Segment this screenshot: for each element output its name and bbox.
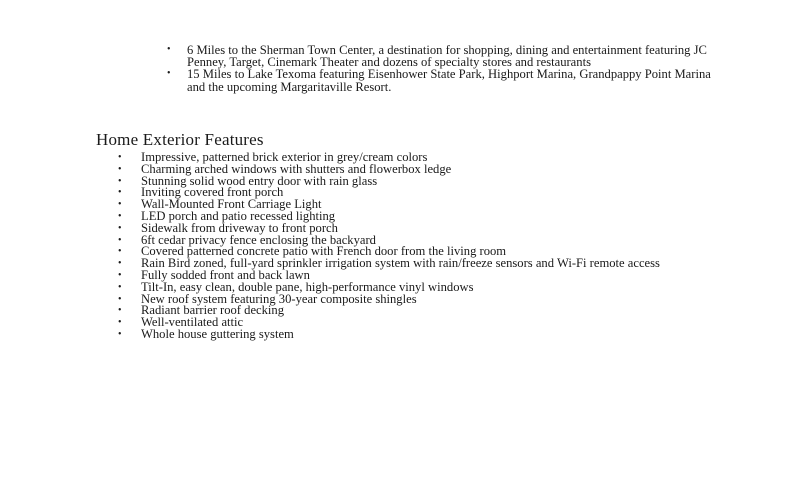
- list-item-text: Tilt-In, easy clean, double pane, high-performance vinyl windows: [141, 279, 474, 294]
- list-item-text: Charming arched windows with shutters and flowerbox ledge: [141, 161, 452, 176]
- bullet-icon: •: [118, 317, 122, 329]
- bullet-icon: •: [118, 210, 122, 222]
- bullet-icon: •: [118, 175, 122, 187]
- list-item-text: Wall-Mounted Front Carriage Light: [141, 197, 322, 212]
- list-item-text: Whole house guttering system: [141, 326, 294, 341]
- bullet-icon: •: [118, 246, 122, 258]
- list-item-text: LED porch and patio recessed lighting: [141, 208, 336, 223]
- bullet-icon: •: [118, 199, 122, 211]
- list-item-text: 6ft cedar privacy fence enclosing the backyard: [141, 232, 376, 247]
- list-item-text: 15 Miles to Lake Texoma featuring Eisenhower State Park, Highport Marina, Grandpappy Point Marina and the upcoming Margaritaville Resort.: [187, 67, 711, 94]
- bullet-icon: •: [118, 293, 122, 305]
- list-item: [165, 68, 725, 92]
- list-item-text: New roof system featuring 30-year composite shingles: [141, 291, 417, 306]
- location-highlights-list: [165, 44, 725, 93]
- bullet-icon: •: [118, 187, 122, 199]
- bullet-icon: •: [118, 152, 122, 163]
- bullet-icon: •: [118, 163, 122, 175]
- list-item-text: 6 Miles to the Sherman Town Center, a destination for shopping, dining and entertainment featuring JC Penney, Target, Cinemark Theater and dozens of specialty stores and restaurants: [187, 43, 707, 70]
- list-item-text: Well-ventilated attic: [141, 315, 244, 330]
- list-item-text: Radiant barrier roof decking: [141, 303, 285, 318]
- list-item-text: Fully sodded front and back lawn: [141, 267, 310, 282]
- bullet-icon: •: [167, 68, 171, 80]
- list-item-text: Rain Bird zoned, full-yard sprinkler irrigation system with rain/freeze sensors and Wi-Fi remote access: [141, 256, 660, 271]
- bullet-icon: •: [167, 44, 171, 55]
- list-item-text: Sidewalk from driveway to front porch: [141, 220, 338, 235]
- list-item: [115, 326, 675, 341]
- bullet-icon: •: [118, 222, 122, 234]
- bullet-icon: •: [118, 258, 122, 270]
- list-item-text: Stunning solid wood entry door with rain glass: [141, 173, 378, 188]
- list-item-text: Impressive, patterned brick exterior in grey/cream colors: [141, 150, 428, 164]
- section-heading: Home Exterior Features: [96, 130, 264, 149]
- bullet-icon: •: [118, 281, 122, 293]
- list-item-text: Inviting covered front porch: [141, 185, 284, 200]
- exterior-features-list: [115, 152, 675, 341]
- list-item: [165, 44, 725, 68]
- bullet-icon: •: [118, 234, 122, 246]
- bullet-icon: •: [118, 269, 122, 281]
- bullet-icon: •: [118, 305, 122, 317]
- list-item-text: Covered patterned concrete patio with French door from the living room: [141, 244, 507, 259]
- bullet-icon: •: [118, 328, 122, 340]
